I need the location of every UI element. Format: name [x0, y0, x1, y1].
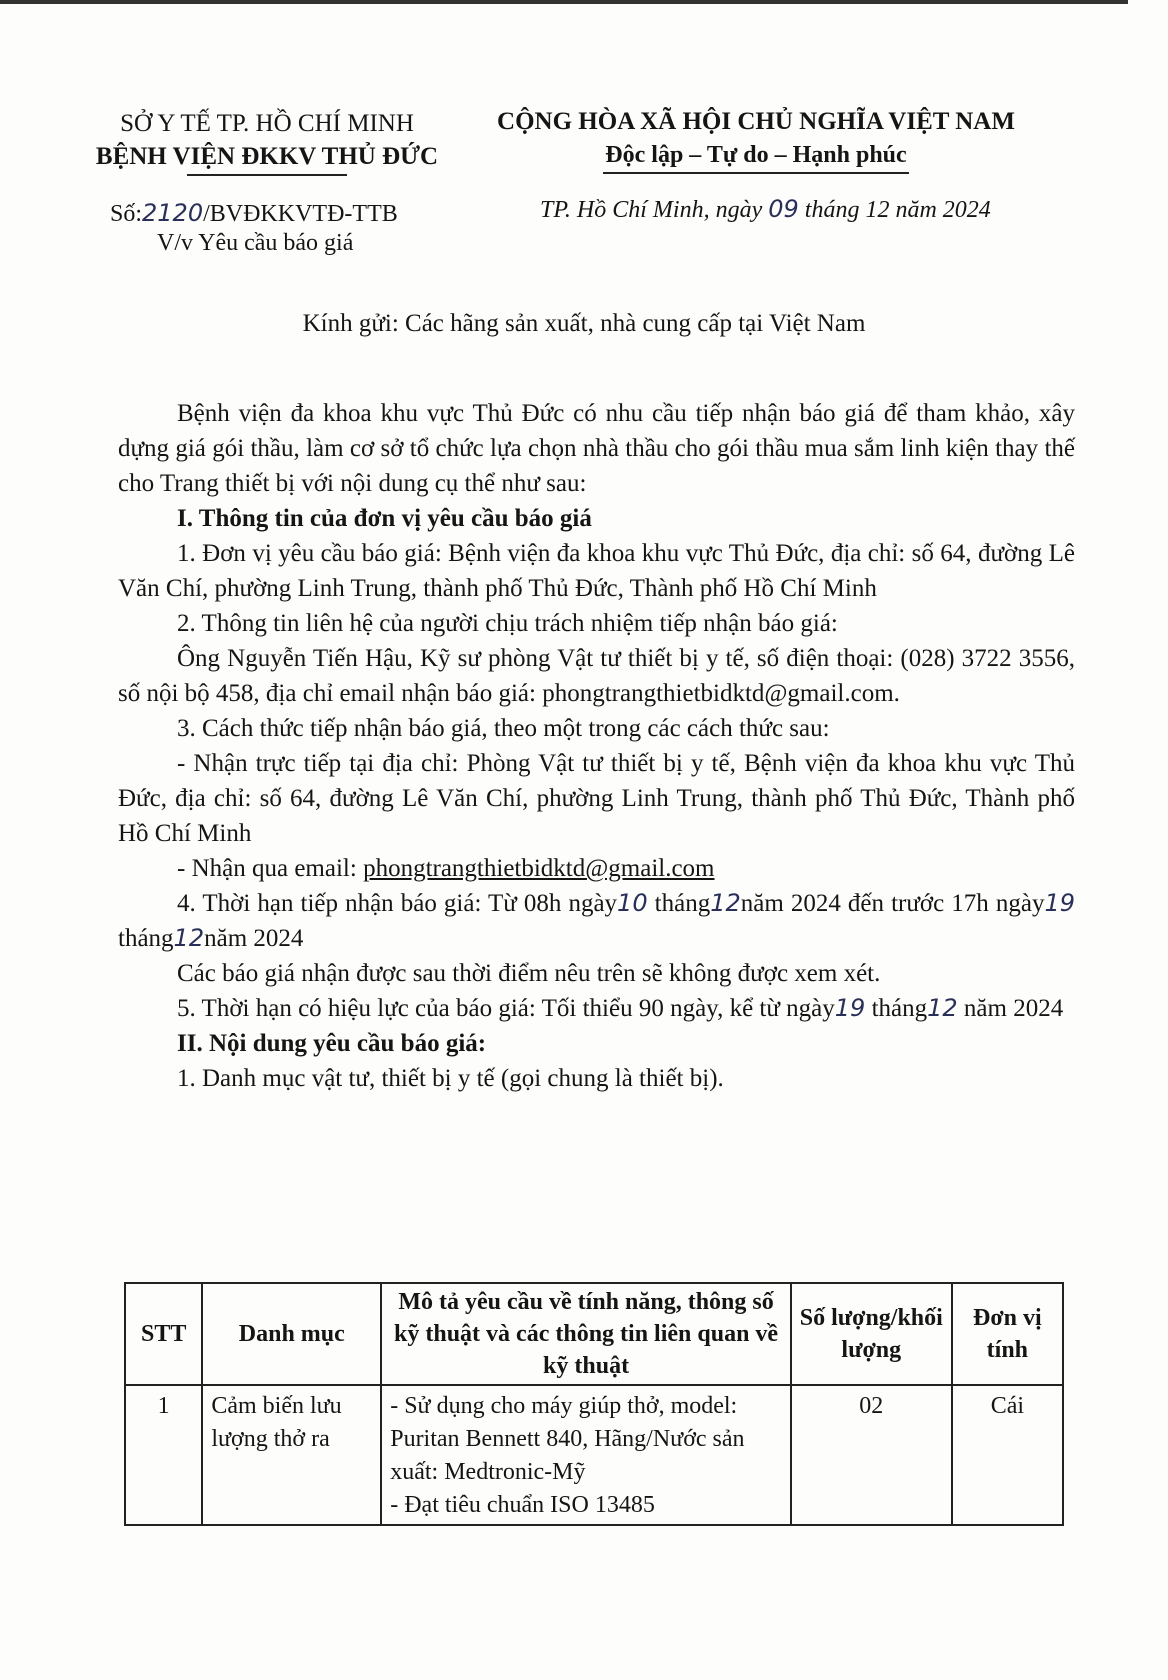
- header-stt: STT: [125, 1283, 202, 1385]
- section-1-item-5: [118, 991, 1075, 1026]
- issuer-underline: [187, 174, 347, 176]
- item-4-text-3: năm 2024 đến trước 17h ngày: [740, 890, 1045, 917]
- handwritten-start-day: 10: [617, 889, 648, 917]
- header-description: Mô tả yêu cầu về tính năng, thông số kỹ thuật và các thông tin liên quan về kỹ thuật: [381, 1283, 791, 1385]
- date-prefix: TP. Hồ Chí Minh, ngày: [540, 197, 763, 223]
- email-link[interactable]: phongtrangthietbidktd@gmail.com: [363, 855, 715, 882]
- intro-paragraph: Bệnh viện đa khoa khu vực Thủ Đức có nhu cầu tiếp nhận báo giá để tham khảo, xây dựng giá gói thầu, làm cơ sở tổ chức lựa chọn nhà thầu cho gói thầu mua sắm linh kiện thay thế cho Trang thiết bị với nội dung cụ thể như sau:: [118, 400, 1075, 497]
- contact-details: Ông Nguyễn Tiến Hậu, Kỹ sư phòng Vật tư thiết bị y tế, số điện thoại: (028) 3722 3556, số nội bộ 458, địa chỉ email nhận báo giá: phongtrangthietbidktd@gmail.com.: [118, 645, 1075, 707]
- item-5-text-1: 5. Thời hạn có hiệu lực của báo giá: Tối thiểu 90 ngày, kể từ ngày: [177, 995, 835, 1022]
- cell-stt: 1: [125, 1385, 202, 1525]
- section-2-item-1: 1. Danh mục vật tư, thiết bị y tế (gọi chung là thiết bị).: [177, 1065, 724, 1092]
- header-item: Danh mục: [202, 1283, 381, 1385]
- item-5-text-2: tháng: [871, 995, 928, 1022]
- description-line-2: - Đạt tiêu chuẩn ISO 13485: [390, 1492, 655, 1518]
- handwritten-document-number: 2120: [142, 199, 204, 227]
- section-1-item-2: 2. Thông tin liên hệ của người chịu trách nhiệm tiếp nhận báo giá:: [177, 610, 838, 637]
- table-row: [125, 1385, 1063, 1525]
- item-5-text-3: năm 2024: [963, 995, 1064, 1022]
- handwritten-start-month: 12: [710, 889, 741, 917]
- section-1-item-1: 1. Đơn vị yêu cầu báo giá: Bệnh viện đa khoa khu vực Thủ Đức, địa chỉ: số 64, đường Lê Văn Chí, phường Linh Trung, thành phố Thủ Đức, Thành phố Hồ Chí Minh: [118, 540, 1075, 602]
- letter-body: [118, 396, 1075, 1096]
- section-2-title: II. Nội dung yêu cầu báo giá:: [177, 1030, 487, 1057]
- table-header-row: [125, 1283, 1063, 1385]
- handwritten-end-day: 19: [1044, 889, 1076, 917]
- section-1-item-3: 3. Cách thức tiếp nhận báo giá, theo một trong các cách thức sau:: [177, 715, 830, 742]
- cell-quantity: 02: [791, 1385, 952, 1525]
- cell-description: [381, 1385, 791, 1525]
- receive-by-email-label: - Nhận qua email:: [177, 855, 364, 882]
- section-1-title: I. Thông tin của đơn vị yêu cầu báo giá: [177, 505, 592, 532]
- cell-unit: Cái: [952, 1385, 1063, 1525]
- section-1-item-4: [118, 886, 1075, 956]
- header-unit: Đơn vị tính: [952, 1283, 1063, 1385]
- date-suffix: tháng 12 năm 2024: [804, 197, 991, 223]
- handwritten-day: 09: [768, 195, 799, 223]
- national-motto: Độc lập – Tự do – Hạnh phúc: [603, 138, 908, 174]
- late-quote-note: Các báo giá nhận được sau thời điểm nêu trên sẽ không được xem xét.: [177, 960, 881, 987]
- header-quantity: Số lượng/khối lượng: [791, 1283, 952, 1385]
- national-header: [466, 106, 1046, 174]
- handwritten-validity-month: 12: [927, 994, 958, 1022]
- document-number: [110, 198, 398, 229]
- cell-item: Cảm biến lưu lượng thở ra: [202, 1385, 381, 1525]
- handwritten-validity-day: 19: [834, 994, 866, 1022]
- addressee: Kính gửi: Các hãng sản xuất, nhà cung cấp tại Việt Nam: [302, 310, 866, 337]
- scan-edge-line: [0, 0, 1128, 4]
- place-date: [540, 194, 991, 225]
- document-number-suffix: /BVĐKKVTĐ-TTB: [203, 201, 398, 227]
- document-subject: V/v Yêu cầu báo giá: [157, 230, 354, 256]
- issuer-block: [82, 108, 452, 176]
- description-line-1: - Sử dụng cho máy giúp thở, model: Puritan Bennett 840, Hãng/Nước sản xuất: Medtronic-Mỹ: [390, 1393, 745, 1485]
- item-4-text-4: tháng: [118, 925, 174, 952]
- national-title: CỘNG HÒA XÃ HỘI CHỦ NGHĨA VIỆT NAM: [497, 108, 1015, 135]
- handwritten-end-month: 12: [173, 924, 205, 952]
- receive-by-email: [118, 851, 1075, 886]
- item-4-text-2: tháng: [654, 890, 711, 917]
- issuer-hospital: BỆNH VIỆN ĐKKV THỦ ĐỨC: [95, 143, 439, 170]
- item-4-text-5: năm 2024: [204, 925, 304, 952]
- receive-directly: - Nhận trực tiếp tại địa chỉ: Phòng Vật tư thiết bị y tế, Bệnh viện đa khoa khu vực Thủ Đức, địa chỉ: số 64, đường Lê Văn Chí, phường Linh Trung, thành phố Thủ Đức, Thành phố Hồ Chí Minh: [118, 750, 1075, 847]
- item-4-text-1: 4. Thời hạn tiếp nhận báo giá: Từ 08h ngày: [177, 890, 618, 917]
- document-number-prefix: Số:: [110, 201, 143, 227]
- issuer-department: SỞ Y TẾ TP. HỒ CHÍ MINH: [120, 110, 414, 137]
- equipment-table: [124, 1282, 1064, 1526]
